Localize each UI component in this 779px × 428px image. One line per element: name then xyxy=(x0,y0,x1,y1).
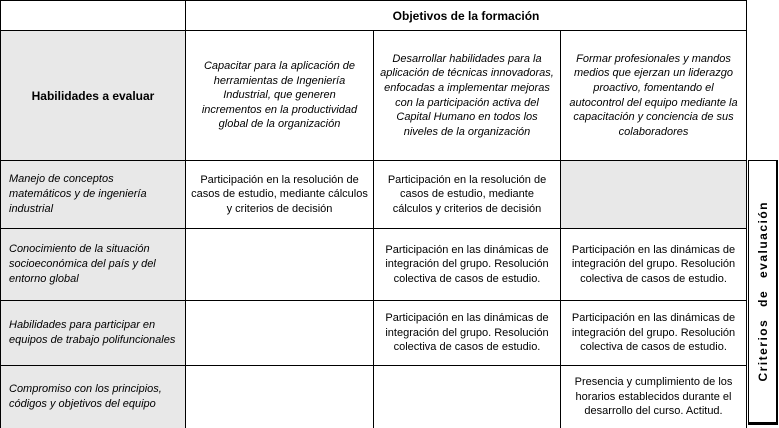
row-label-manejo-conceptos: Manejo de conceptos matemáticos y de ingeniería industrial xyxy=(1,161,186,229)
criteria-cell-r3c1-empty xyxy=(186,301,374,366)
table-row xyxy=(1,161,747,229)
criteria-cell-r1c2: Participación en la resolución de casos de estudio, mediante cálculos y criterios de decisión xyxy=(374,161,561,229)
habilidades-header-cell: Habilidades a evaluar xyxy=(1,31,186,161)
criteria-cell-r1c3-empty-shaded xyxy=(561,161,747,229)
criteria-cell-r2c1-empty xyxy=(186,229,374,301)
criterios-vertical-label: Criterios de evaluación xyxy=(755,201,770,382)
criterios-evaluacion-sidebar xyxy=(748,160,778,425)
table-row xyxy=(1,229,747,301)
corner-empty-cell xyxy=(1,1,186,31)
objective-cell-3: Formar profesionales y mandos medios que ejerzan un liderazgo proactivo, fomentando el autocontrol del equipo mediante la capacitación y conciencia de sus colaboradores xyxy=(561,31,747,161)
row-label-conocimiento-situacion: Conocimiento de la situación socioeconómica del país y del entorno global xyxy=(1,229,186,301)
criteria-cell-r4c3: Presencia y cumplimiento de los horarios establecidos durante el desarrollo del curso. Actitud. xyxy=(561,366,747,428)
objetivos-header-cell: Objetivos de la formación xyxy=(186,1,747,31)
row-label-habilidades-equipos: Habilidades para participar en equipos de trabajo polifuncionales xyxy=(1,301,186,366)
criteria-cell-r2c2: Participación en las dinámicas de integración del grupo. Resolución colectiva de casos de estudio. xyxy=(374,229,561,301)
criteria-cell-r3c3: Participación en las dinámicas de integración del grupo. Resolución colectiva de casos de estudio. xyxy=(561,301,747,366)
row-label-compromiso-principios: Compromiso con los principios, códigos y objetivos del equipo xyxy=(1,366,186,428)
table-row xyxy=(1,301,747,366)
criteria-cell-r2c3: Participación en las dinámicas de integración del grupo. Resolución colectiva de casos de estudio. xyxy=(561,229,747,301)
criteria-cell-r4c1-empty xyxy=(186,366,374,428)
criteria-cell-r1c1: Participación en la resolución de casos de estudio, mediante cálculos y criterios de decisión xyxy=(186,161,374,229)
criteria-cell-r3c2: Participación en las dinámicas de integración del grupo. Resolución colectiva de casos de estudio. xyxy=(374,301,561,366)
objective-cell-1: Capacitar para la aplicación de herramientas de Ingeniería Industrial, que generen incrementos en la productividad global de la organización xyxy=(186,31,374,161)
objective-cell-2: Desarrollar habilidades para la aplicación de técnicas innovadoras, enfocadas a implementar mejoras con la participación activa del Capital Humano en todos los niveles de la organización xyxy=(374,31,561,161)
criteria-cell-r4c2-empty xyxy=(374,366,561,428)
table-row xyxy=(1,366,747,428)
